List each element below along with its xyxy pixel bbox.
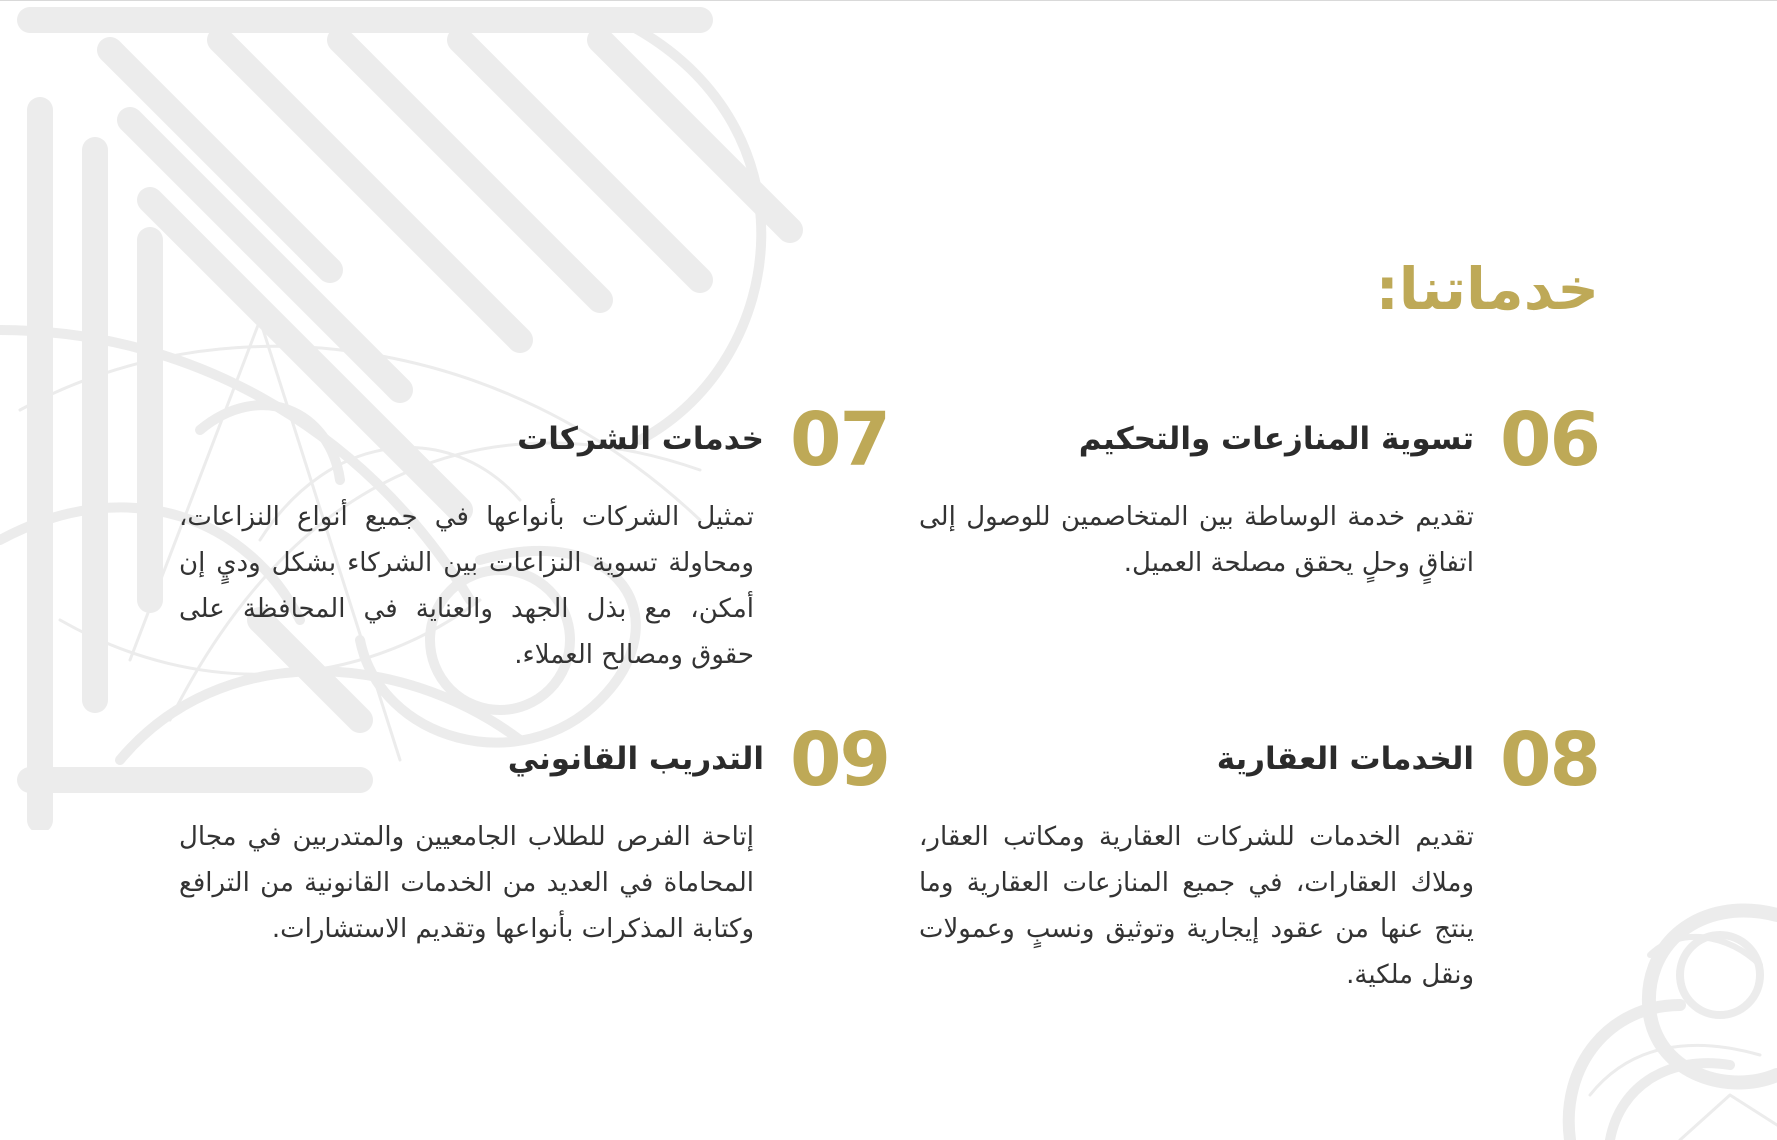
service-description: تقديم الخدمات للشركات العقارية ومكاتب العقار، وملاك العقارات، في جميع المنازعات العقارية وما ينتج عنها من عقود إيجارية وتوثيق ونسبٍ وعمولات ونقل ملكية. [919,822,1474,990]
service-number: 08 [1500,717,1599,803]
service-real-estate [919,717,1599,998]
service-number: 09 [790,717,889,803]
service-number: 07 [790,397,889,483]
service-header [249,397,889,483]
top-divider [0,0,1777,1]
service-legal-training [179,717,889,952]
service-corporate [179,397,889,678]
service-description: تقديم خدمة الوساطة بين المتخاصمين للوصول إلى اتفاقٍ وحلٍ يحقق مصلحة العميل. [919,502,1474,578]
service-title: خدمات الشركات [517,421,765,458]
service-header [995,397,1599,483]
service-number: 06 [1500,397,1599,483]
service-title: التدريب القانوني [507,741,765,778]
service-title: تسوية المنازعات والتحكيم [1078,421,1475,458]
service-header [249,717,889,803]
service-header [995,717,1599,803]
service-description: إتاحة الفرص للطلاب الجامعيين والمتدربين في مجال المحاماة في العديد من الخدمات القانونية من الترافع وكتابة المذكرات بأنواعها وتقديم الاستشارات. [179,822,754,944]
page-title: خدماتنا: [1375,255,1599,323]
service-dispute-resolution [919,397,1599,586]
service-title: الخدمات العقارية [1216,741,1475,778]
service-description: تمثيل الشركات بأنواعها في جميع أنواع النزاعات، ومحاولة تسوية النزاعات بين الشركاء بشكل وديٍ إن أمكن، مع بذل الجهد والعناية في المحافظة على حقوق ومصالح العملاء. [179,502,754,670]
